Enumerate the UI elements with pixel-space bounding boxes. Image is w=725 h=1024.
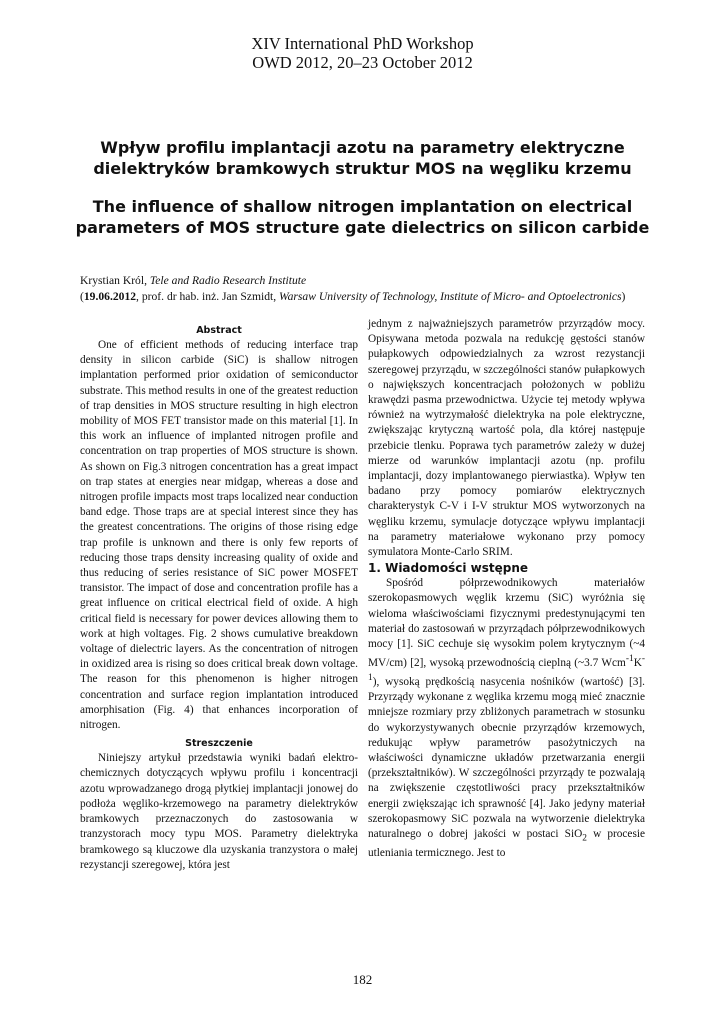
conference-header: [0, 34, 725, 72]
title-polish: Wpływ profilu implantacji azotu na parametry elektryczne dielektryków bramkowych struktur MOS na węgliku krzemu: [93, 138, 632, 178]
right-column: [368, 317, 645, 862]
abstract-text: One of efficient methods of reducing interface trap density in silicon carbide (SiC) is shallow nitrogen implantation performed prior oxidation of semiconductor substrate. This method results in one of the greatest reduction of trap densities in MOS structure resulting in high electron mobility of MOS FET transistor made on this material [1]. In this work an influence of implanted nitrogen profile and concentration on trap properties of MOS structure is shown. As shown on Fig.3 nitrogen concentration has a great impact on trap states at energies near midgap, whereas a dose and nitrogen profile impacts most traps localized near conduction band edge. Those traps are at special interest since they has the greatest concentrations. The origins of those rising edge trap profile is unknown and there is only few reports of reducing those traps density increasing quality of oxide and thus reducing of series resistance of SiC power MOSFET transistor. The impact of dose and concentration profile has a great influence on critical electrical field of oxide. A high critical field is necessary for power devices allowing them to work at high voltages. Fig. 2 shows cumulative breakdown voltage of dielectric layers. As the concentration of nitrogen in oxidized area is rising so does critical break down voltage. The reason for this phenomenon is higher nitrogen concentration and surface region implantation introduced amorphisation (Fig. 4) that enhances incorporation of nitrogen.: [80, 339, 358, 732]
author-block: [80, 273, 680, 305]
author-line-2: (19.06.2012, prof. dr hab. inż. Jan Szmidt, Warsaw University of Technology, Institute of Micro- and Optoelectronics): [80, 290, 626, 303]
abstract-heading: Abstract: [196, 325, 242, 336]
title-english: The influence of shallow nitrogen implantation on electrical parameters of MOS structure gate dielectrics on silicon carbide: [75, 197, 650, 237]
author-affiliation: Tele and Radio Research Institute: [149, 274, 307, 287]
section-1-heading: 1. Wiadomości wstępne: [368, 561, 529, 576]
supervisor-name: , prof. dr hab. inż. Jan Szmidt,: [136, 290, 280, 303]
author-name: Krystian Król,: [80, 274, 150, 287]
author-line-1: [80, 273, 680, 289]
streszczenie-text-left: Niniejszy artykuł przedstawia wyniki badań elektro-chemicznych dotyczących wpływu profilu i koncentracji azotu wprowadzanego drogą płytkiej implantacji jonowej do podłoża węgliko-krzemowego na parametry dielektryków bramkowych przeznaczonych do zastosowania w tranzystorach mocy typu MOS. Parametry dielektryka bramkowego są kluczowe dla uzyskania tranzystora o małej rezystancji szeregowej, która jest: [80, 752, 358, 871]
streszczenie-heading: Streszczenie: [185, 738, 253, 750]
streszczenie-text-right: jednym z najważniejszych parametrów przyrządów mocy. Opisywana metoda pozwala na redukcję gęstości stanów pułapkowych odpowiedzialnych za wzrost rezystancji szeregowej przyrządu, w szczególności stanów pułapkowych o największych koncentracjach położonych w pobliżu krawędzi pasma przewodnictwa. Użycie tej metody wpływa również na wytrzymałość dielektryka na pole elektryczne, zwiększając krytyczną wartość pola, dla której następuje przebicie tlenku. Poprawa tych parametrów zależy w dużej mierze od warunków implantacji azotu (np. profilu implantacji, dozy implantowanego pierwiastka). Wpływ ten badano przy pomocy pomiarów elektrycznych charakterystyk C-V i I-V struktur MOS wytworzonych na węgliku krzemu, symulacje dotyczące wpływu implantacji na parametry materiałowe wykonano przy pomocy symulatora Monte-Carlo SRIM.: [368, 318, 645, 559]
left-column: [80, 324, 358, 873]
supervisor-affiliation: Warsaw University of Technology, Institute of Micro- and Optoelectronics: [279, 290, 622, 303]
conference-name: XIV International PhD Workshop: [251, 34, 474, 53]
conference-date: OWD 2012, 20–23 October 2012: [252, 53, 473, 72]
section-1-text: Spośród półprzewodnikowych materiałów szerokopasmowych węglik krzemu (SiC) wyróżnia się wieloma właściwościami fizycznymi predestynującymi ten materiał do zastosowań w przyrządach półprzewodnikowych mocy [1]. SiC cechuje się wysokim polem krytycznym (~4 MV/cm) [2], wysoką przewodnością cieplną (~3.7 $Wcm^{-1}K^{-1}$), wysoką prędkością nasycenia nośników (wartość) [3]. Przyrządy wykonane z węglika krzemu mogą mieć znacznie mniejsze rozmiary przy zbliżonych parametrach w stosunku do wykorzystywanych obecnie przyrządów krzemowych, redukując wpływ parametrów pasożytniczych na właściwości dynamiczne układów przetwarzania energii (przekształtników). W szczególności przyrządy te pozwalają na zwiększenie częstotliwości pracy przekształtników energii zwiększając ich sprawność [4]. Jako jedyny materiał szerokopasmowy SiC pozwala na wytworzenie dielektryka naturalnego o dobrej jakości w postaci SiO$_2$ w procesie utleniania termicznego. Jest to: [368, 577, 645, 860]
page-number: 182: [352, 972, 373, 987]
submission-date: 19.06.2012: [83, 290, 137, 303]
